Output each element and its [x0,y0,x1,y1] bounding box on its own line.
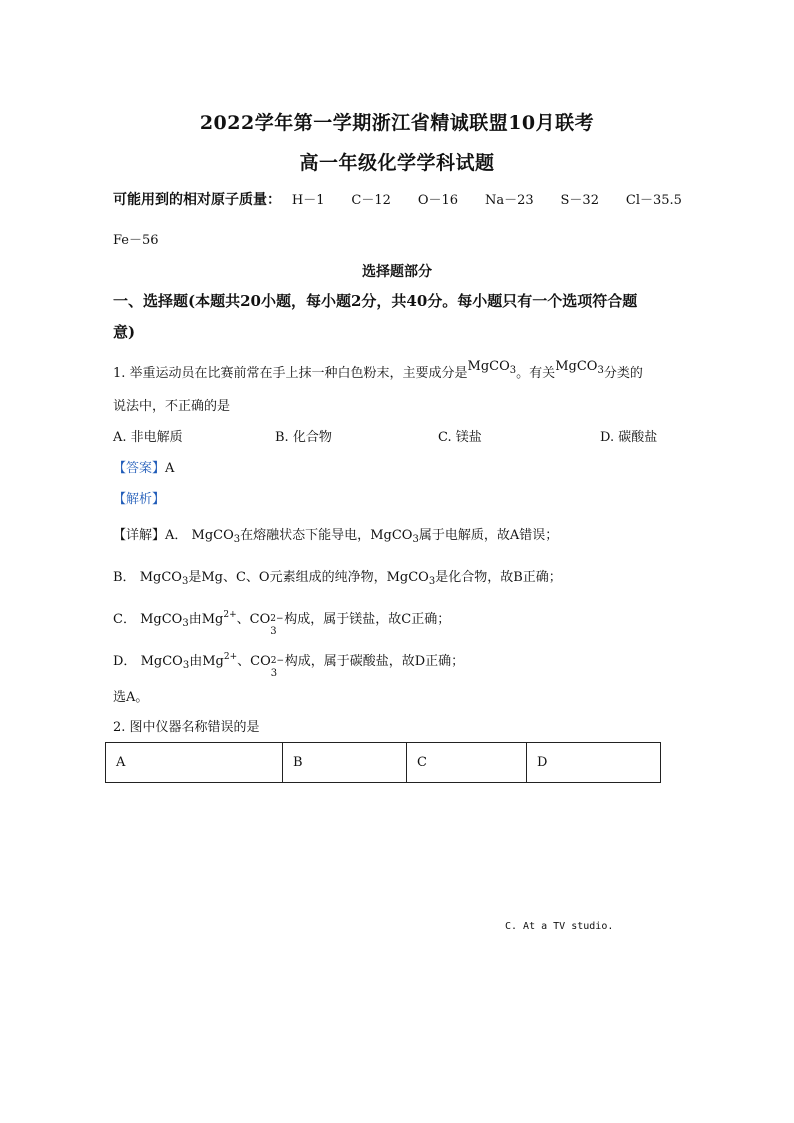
mass-o: O－16 [417,193,459,208]
section-heading: 一、选择题(本题共20小题，每小题2分，共40分。每小题只有一个选项符合题 [113,292,638,310]
q1-option-b: B. 化合物 [275,430,332,445]
analysis-tag: 【解析】 [113,492,166,507]
q1-stem-text: 1. 举重运动员在比赛前常在手上抹一种白色粉末，主要成分是 [113,366,468,381]
q2-stem: 2. 图中仪器名称错误的是 [113,720,260,735]
q1-option-a: A. 非电解质 [113,430,183,445]
detail-b: B． MgCO$_3$是Mg、C、O元素组成的纯净物，MgCO$_3$是化合物，故B正确； [113,570,562,587]
answer-tag: 【答案】 [113,461,166,476]
q1-formula: MgCO [467,359,510,374]
q1-answer [113,457,174,476]
mass-h: H－1 [291,193,325,208]
exam-subtitle: 高一年级化学学科试题 [299,152,495,174]
mass-c: C－12 [351,193,391,208]
exam-title: 2022学年第一学期浙江省精诚联盟10月联考 [199,112,595,134]
detail-c: C． MgCO$_3$由$Mg^{2+}$、CO 2− 3 构成，属于镁盐，故C正确； [113,610,451,637]
mass-fe: Fe－56 [113,233,159,248]
section-heading-cont: 意) [113,323,136,341]
q1-stem-line2: 说法中，不正确的是 [113,399,231,414]
answer-value: A [165,461,175,476]
part-title: 选择题部分 [362,264,432,280]
q2-cell-b: B [283,743,407,783]
stray-note: C. At a TV studio. [505,921,614,932]
mass-cl: Cl－35.5 [625,193,682,208]
detail-a: 【详解】A． MgCO$_3$在熔融状态下能导电，MgCO$_3$属于电解质，故A错误； [113,528,559,545]
atomic-masses-label: 可能用到的相对原子质量： [113,192,281,208]
detail-d: D． MgCO$_3$由$Mg^{2+}$、CO 2− 3 构成，属于碳酸盐，故D正确； [113,652,465,679]
q2-options-table [105,742,661,783]
atomic-masses [113,189,682,209]
q1-option-c: C. 镁盐 [438,430,482,445]
q2-cell-c: C [407,743,527,783]
conclusion: 选A。 [113,690,149,705]
q1-stem: 1. 举重运动员在比赛前常在手上抹一种白色粉末，主要成分是MgCO$_3$。有关MgCO$_3$分类的 [113,359,643,381]
mass-na: Na－23 [484,193,534,208]
q1-formula-2: MgCO [555,359,598,374]
q1-option-d: D. 碳酸盐 [600,430,658,445]
mass-s: S－32 [560,193,599,208]
q2-cell-a: A [106,743,283,783]
q2-cell-d: D [527,743,661,783]
